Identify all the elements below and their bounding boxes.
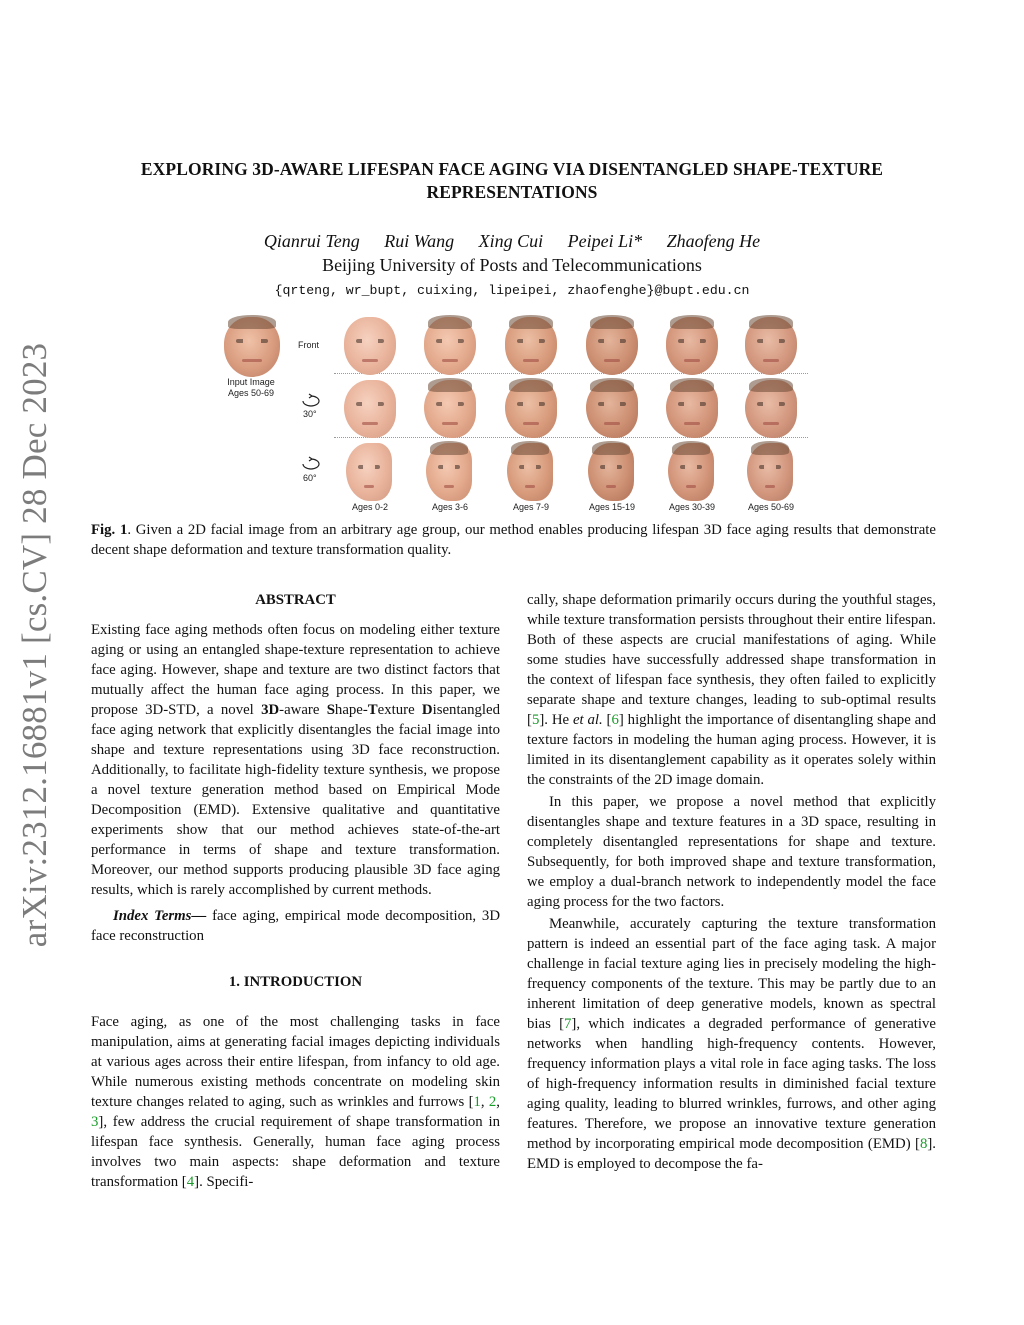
age-label: Ages 3-6 bbox=[431, 502, 469, 512]
face-eyes bbox=[356, 402, 384, 406]
face-60-ages-50-69 bbox=[747, 443, 793, 501]
input-image-label bbox=[216, 377, 286, 399]
face-front-ages-15-19 bbox=[586, 317, 638, 375]
citation-link[interactable]: 3 bbox=[91, 1114, 99, 1130]
face-front-ages-0-2 bbox=[344, 317, 396, 375]
face-mouth bbox=[442, 422, 458, 425]
author: Peipei Li* bbox=[567, 231, 643, 251]
arxiv-id: arXiv:2312.16881v1 [cs.CV] 28 Dec 2023 bbox=[15, 342, 54, 948]
abstract-paragraph bbox=[91, 620, 500, 900]
spacer bbox=[91, 992, 500, 1012]
face-30-ages-7-9 bbox=[505, 380, 557, 438]
face-hair bbox=[428, 378, 472, 392]
face-eyes bbox=[436, 402, 464, 406]
face-eyes bbox=[759, 465, 781, 469]
face-mouth bbox=[525, 485, 535, 488]
face-30-ages-50-69 bbox=[745, 380, 797, 438]
text-run: -aware bbox=[279, 702, 327, 718]
face-hair bbox=[670, 378, 714, 392]
author: Qianrui Teng bbox=[263, 231, 360, 251]
face-60-ages-30-39 bbox=[668, 443, 714, 501]
citation-link[interactable]: 8 bbox=[919, 1136, 928, 1152]
face-eyes bbox=[680, 465, 702, 469]
face-eyes bbox=[436, 339, 464, 343]
face-mouth bbox=[684, 359, 700, 362]
face-mouth bbox=[763, 422, 779, 425]
row-separator bbox=[334, 373, 808, 374]
face-60-ages-3-6 bbox=[426, 443, 472, 501]
view-label-60: 60° bbox=[303, 473, 317, 483]
face-hair bbox=[590, 378, 634, 392]
face-hair bbox=[590, 315, 634, 329]
view-label-30: 30° bbox=[303, 409, 317, 419]
face-mouth bbox=[364, 485, 374, 488]
caption-label: Fig. 1 bbox=[91, 522, 128, 538]
face-eyes bbox=[600, 465, 622, 469]
face-hair bbox=[228, 315, 276, 329]
author-emails: {qrteng, wr_bupt, cuixing, lipeipei, zhaofenghe}@bupt.edu.cn bbox=[274, 283, 750, 298]
face-30-ages-30-39 bbox=[666, 380, 718, 438]
abstract-heading: ABSTRACT bbox=[255, 592, 336, 608]
face-mouth bbox=[442, 359, 458, 362]
face-hair bbox=[670, 315, 714, 329]
face-hair bbox=[430, 441, 468, 455]
text-run: ], which indicates a degraded performance of generative networks when handling high-frequency contents. However, frequency information plays a vital role in face aging tasks. The loss of high-frequency information results in diminished facial texture aging quality, leading to blurred wrinkles, furrows, and other aging features. Therefore, we propose an innovative texture generation method by incorporating empirical mode decomposition (EMD) [ bbox=[527, 1016, 937, 1152]
face-hair bbox=[511, 441, 549, 455]
face-mouth bbox=[684, 422, 700, 425]
text-run: ]. EMD is employed to decompose the fa- bbox=[527, 1136, 936, 1172]
right-column bbox=[527, 590, 936, 1174]
text-run: ], few address the crucial requirement of shape transformation in lifespan face synthesis. Generally, human face aging process involves two main aspects: shape deformation and texture transformation [ bbox=[91, 1114, 500, 1190]
figure-1 bbox=[212, 312, 812, 517]
author-list bbox=[0, 231, 1024, 252]
figure-caption bbox=[91, 520, 936, 560]
face-60-ages-7-9 bbox=[507, 443, 553, 501]
text-run: Existing face aging methods often focus on modeling either texture aging or using an entangled shape-texture representation to achieve face aging. However, shape and texture are two distinct factors that mutually affect the human face aging process. In this paper, we propose 3D-STD, a novel bbox=[91, 622, 500, 718]
text-run: ] highlight the importance of disentangling shape and texture factors in modeling the human aging process. However, it is limited in its disentanglement capability as it operates solely within the constraints of the 2D image domain. bbox=[527, 712, 936, 788]
face-mouth bbox=[606, 485, 616, 488]
face-eyes bbox=[517, 339, 545, 343]
face-eyes bbox=[678, 339, 706, 343]
age-label: Ages 0-2 bbox=[351, 502, 389, 512]
caption-text: . Given a 2D facial image from an arbitrary age group, our method enables producing lifespan 3D face aging results that demonstrate decent shape deformation and texture transformation quality. bbox=[91, 522, 936, 558]
index-terms-label: Index Terms— bbox=[113, 908, 207, 924]
text-run: Face aging, as one of the most challenging tasks in face manipulation, aims at generating facial images depicting individuals at various ages across their entire lifespan, from infancy to old age. While numerous existing methods concentrate on modeling skin texture changes related to aging, such as wrinkles and furrows [ bbox=[91, 1014, 500, 1110]
input-label-line-2: Ages 50-69 bbox=[227, 388, 275, 398]
row-separator bbox=[334, 437, 808, 438]
text-run: hape- bbox=[334, 702, 368, 718]
age-label: Ages 15-19 bbox=[588, 502, 636, 512]
citation-link[interactable]: 6 bbox=[611, 712, 619, 728]
face-eyes bbox=[519, 465, 541, 469]
citation-link[interactable]: 5 bbox=[531, 712, 540, 728]
input-label-line-1: Input Image bbox=[227, 377, 275, 387]
bold-run: T bbox=[367, 702, 378, 718]
face-eyes bbox=[356, 339, 384, 343]
spacer bbox=[91, 946, 500, 972]
bold-run: 3D bbox=[261, 702, 280, 718]
intro-paragraph: In this paper, we propose a novel method that explicitly disentangles shape and texture features in a 3D space, resulting in completely disentangled representations for shape and texture. Subsequently, for both improved shape and texture transformation, we employ a dual-branch network to independently model the face aging process for the two factors. bbox=[527, 794, 936, 910]
spacer bbox=[91, 610, 500, 620]
arxiv-stamp bbox=[10, 342, 60, 948]
face-hair bbox=[749, 315, 793, 329]
title-line-1: EXPLORING 3D-AWARE LIFESPAN FACE AGING VIA DISENTANGLED SHAPE-TEXTURE bbox=[140, 159, 884, 179]
text-run: isentangled face aging network that explicitly disentangles the facial image into shape and texture representations using 3D face reconstruction. Additionally, to facilitate high-fidelity texture synthesis, we propose a novel texture generation method based on Empirical Mode Decomposition (EMD). Extensive qualitative and quantitative experiments show that our method achieves state-of-the-art performance in terms of shape and texture transformation. Moreover, our method supports producing plausible 3D face aging results, which is rarely accomplished by current methods. bbox=[91, 702, 500, 898]
left-column bbox=[91, 590, 500, 1192]
face-front-ages-7-9 bbox=[505, 317, 557, 375]
face-mouth bbox=[765, 485, 775, 488]
face-mouth bbox=[523, 359, 539, 362]
face-front-ages-50-69 bbox=[745, 317, 797, 375]
face-eyes bbox=[236, 339, 268, 343]
face-front-ages-30-39 bbox=[666, 317, 718, 375]
text-run: Meanwhile, accurately capturing the texture transformation pattern is indeed an essential part of the face aging task. A major challenge in facial texture aging lies in precisely modeling the high-frequency components of the texture. This may be partly due to an inherent limitation of deep generative models, known as spectral bias [ bbox=[527, 916, 936, 1032]
face-mouth bbox=[523, 422, 539, 425]
face-30-ages-3-6 bbox=[424, 380, 476, 438]
age-label: Ages 30-39 bbox=[668, 502, 716, 512]
text-run: cally, shape deformation primarily occurs during the youthful stages, while texture transformation persists throughout their entire lifespan. Both of these aspects are crucial manifestations of aging. While some studies have successfully addressed shape transformation in the context of lifespan face synthesis, they often failed to explicitly separate shape and texture changes, leading to sub-optimal results [ bbox=[527, 592, 936, 728]
face-eyes bbox=[598, 402, 626, 406]
index-terms bbox=[91, 906, 500, 946]
face-eyes bbox=[438, 465, 460, 469]
text-run: ]. Specifi- bbox=[194, 1174, 254, 1190]
face-hair bbox=[428, 315, 472, 329]
face-30-ages-0-2 bbox=[344, 380, 396, 438]
face-hair bbox=[509, 378, 553, 392]
rotate-arrow-icon bbox=[300, 392, 322, 408]
affiliation: Beijing University of Posts and Telecommunications bbox=[322, 255, 702, 275]
age-label: Ages 50-69 bbox=[747, 502, 795, 512]
citation-link[interactable]: 1 bbox=[473, 1094, 481, 1110]
face-eyes bbox=[678, 402, 706, 406]
face-eyes bbox=[757, 402, 785, 406]
intro-paragraph: cally, shape deformation primarily occurs during the youthful stages, while texture transformation persists throughout their entire lifespan. Both of these aspects are crucial manifestations of aging. While some studies have successfully addressed shape transformation in the context of lifespan face synthesis, they often failed to explicitly separate shape and texture changes, leading to sub-optimal results [5]. He et al. [6] highlight the importance of disentangling shape and texture factors in modeling the human aging process. However, it is limited in its disentanglement capability as it operates solely within the constraints of the 2D image domain. bbox=[527, 592, 936, 788]
intro-paragraph bbox=[527, 914, 936, 1174]
face-mouth bbox=[444, 485, 454, 488]
face-hair bbox=[751, 441, 789, 455]
face-front-ages-3-6 bbox=[424, 317, 476, 375]
view-label-front: Front bbox=[298, 340, 320, 350]
face-eyes bbox=[517, 402, 545, 406]
face-mouth bbox=[763, 359, 779, 362]
paper-title bbox=[80, 158, 944, 204]
citation-link[interactable]: 7 bbox=[564, 1016, 572, 1032]
face-mouth bbox=[686, 485, 696, 488]
face-hair bbox=[592, 441, 630, 455]
author: Rui Wang bbox=[384, 231, 455, 251]
index-terms-text: face aging, empirical mode decomposition, 3D face reconstruction bbox=[91, 908, 501, 944]
citation-link[interactable]: 2 bbox=[488, 1094, 497, 1110]
intro-heading: 1. INTRODUCTION bbox=[228, 974, 363, 990]
face-30-ages-15-19 bbox=[586, 380, 638, 438]
face-hair bbox=[509, 315, 553, 329]
face-eyes bbox=[757, 339, 785, 343]
input-face-image bbox=[224, 317, 280, 377]
face-mouth bbox=[362, 422, 378, 425]
face-eyes bbox=[358, 465, 380, 469]
rotate-arrow-icon bbox=[300, 455, 322, 471]
face-eyes bbox=[598, 339, 626, 343]
face-mouth bbox=[242, 359, 262, 362]
citation-link[interactable]: 4 bbox=[186, 1174, 195, 1190]
text-run: exture bbox=[377, 702, 422, 718]
italic-run: et al. bbox=[572, 712, 603, 728]
author: Xing Cui bbox=[478, 231, 544, 251]
face-hair bbox=[749, 378, 793, 392]
author: Zhaofeng He bbox=[666, 231, 761, 251]
face-hair bbox=[672, 441, 710, 455]
face-mouth bbox=[604, 422, 620, 425]
face-mouth bbox=[604, 359, 620, 362]
age-label: Ages 7-9 bbox=[512, 502, 550, 512]
title-line-2: REPRESENTATIONS bbox=[426, 182, 598, 202]
intro-paragraph: Face aging, as one of the most challenging tasks in face manipulation, aims at generating facial images depicting individuals at various ages across their entire lifespan, from infancy to old age. While numerous existing methods concentrate on modeling skin texture changes related to aging, such as wrinkles and furrows [1, 2, 3], few address the crucial requirement of shape transformation in lifespan face synthesis. Generally, human face aging process involves two main aspects: shape deformation and texture transformation [4]. Specifi- bbox=[91, 1014, 500, 1190]
text-run: ]. He bbox=[539, 712, 573, 728]
face-60-ages-15-19 bbox=[588, 443, 634, 501]
face-60-ages-0-2 bbox=[346, 443, 392, 501]
bold-run: D bbox=[421, 702, 433, 718]
face-mouth bbox=[362, 359, 378, 362]
bold-run: S bbox=[326, 702, 335, 718]
